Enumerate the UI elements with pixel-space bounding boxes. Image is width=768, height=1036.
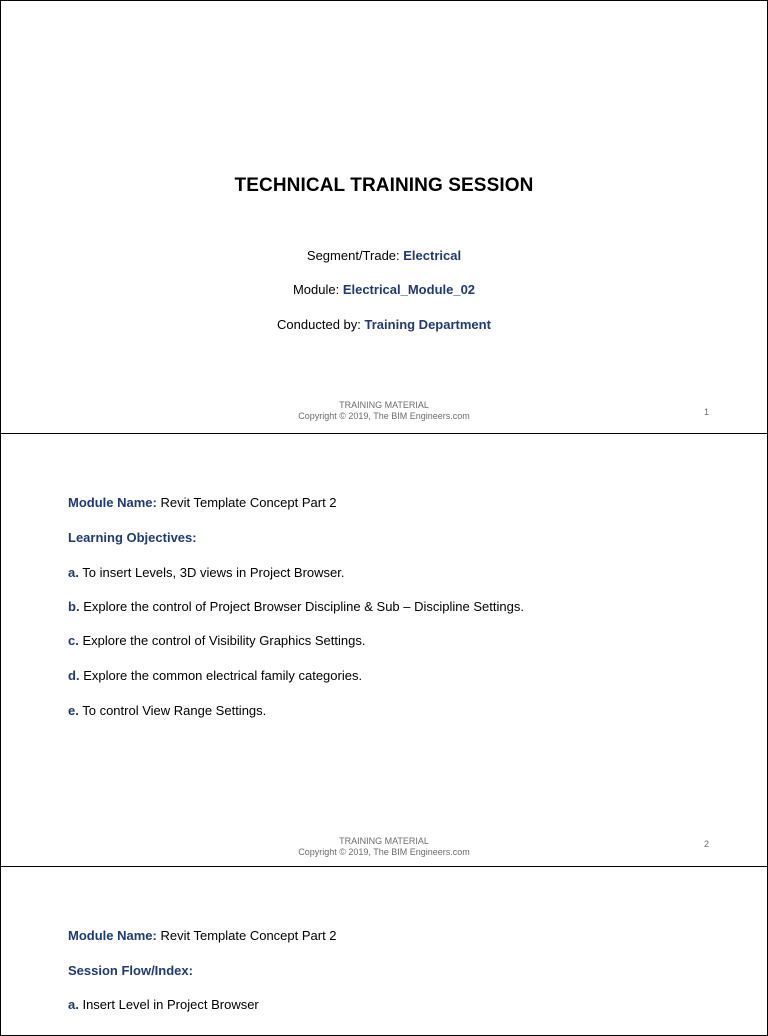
segment-value: Electrical: [403, 248, 462, 263]
module-name-label: Module Name:: [68, 928, 157, 943]
index-heading: Session Flow/Index:: [68, 963, 193, 978]
module-name-value: Revit Template Concept Part 2: [160, 495, 337, 510]
slide-footer: [1, 400, 767, 422]
list-item: [68, 565, 345, 580]
list-item-letter: c.: [68, 633, 79, 648]
module-value: Electrical_Module_02: [342, 282, 476, 297]
list-item-letter: a.: [68, 997, 79, 1012]
list-item-text: Explore the control of Project Browser Discipline & Sub – Discipline Settings.: [83, 599, 524, 614]
slide-footer: [1, 836, 767, 858]
module-label: Module:: [292, 282, 340, 297]
list-item-letter: a.: [68, 565, 79, 580]
footer-copyright: Copyright © 2019, The BIM Engineers.com: [298, 847, 470, 857]
list-item-text: To insert Levels, 3D views in Project Browser.: [82, 565, 345, 580]
list-item-text: Explore the control of Visibility Graphics Settings.: [82, 633, 366, 648]
module-name-value: Revit Template Concept Part 2: [160, 928, 337, 943]
page-number: 1: [703, 407, 709, 417]
list-item-letter: d.: [68, 668, 80, 683]
list-item: [68, 997, 259, 1012]
segment-line: [1, 248, 767, 263]
conducted-value: Training Department: [364, 317, 491, 332]
module-name-line: [68, 928, 337, 943]
list-item: [68, 703, 266, 718]
list-item-text: Explore the common electrical family categories.: [83, 668, 363, 683]
footer-training-material: TRAINING MATERIAL: [339, 400, 429, 410]
conducted-line: [1, 317, 767, 332]
slide-2: [0, 433, 768, 867]
footer-training-material: TRAINING MATERIAL: [339, 836, 429, 846]
module-name-label: Module Name:: [68, 495, 157, 510]
footer-copyright: Copyright © 2019, The BIM Engineers.com: [298, 411, 470, 421]
module-name-line: [68, 495, 337, 510]
list-item-text: Insert Level in Project Browser: [82, 997, 259, 1012]
segment-label: Segment/Trade:: [306, 248, 400, 263]
slide-1: [0, 0, 768, 434]
conducted-label: Conducted by:: [277, 317, 361, 332]
list-item-text: To control View Range Settings.: [82, 703, 267, 718]
list-item-letter: e.: [68, 703, 79, 718]
list-item: [68, 668, 362, 683]
page-number: 2: [703, 839, 709, 849]
module-line: [1, 282, 767, 297]
list-item-letter: b.: [68, 599, 80, 614]
slide-3: [0, 866, 768, 1036]
list-item: [68, 599, 524, 614]
slide-title: TECHNICAL TRAINING SESSION: [234, 175, 534, 196]
objectives-heading: Learning Objectives:: [68, 530, 197, 545]
list-item: [68, 633, 365, 648]
